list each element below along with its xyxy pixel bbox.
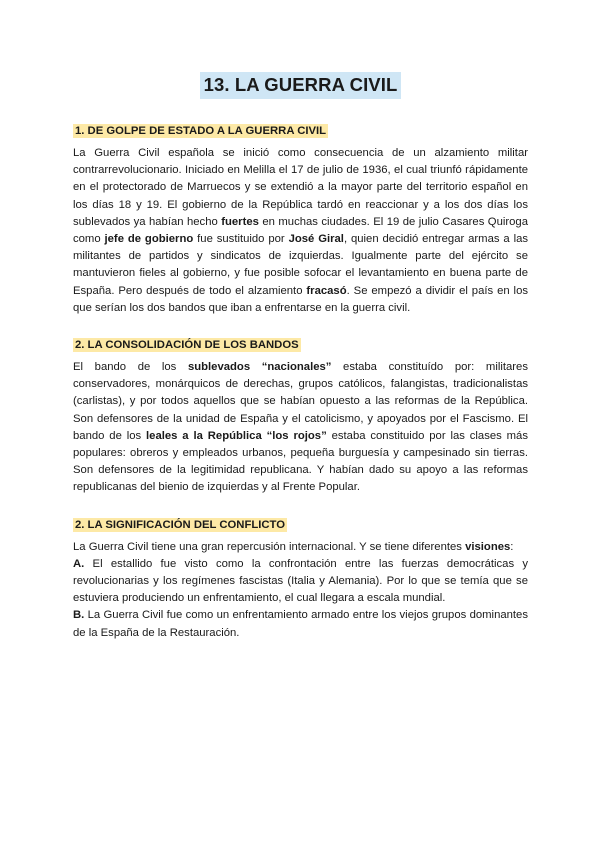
- text-run: fue sustituido por: [193, 233, 289, 246]
- bold-run: jefe de gobierno: [104, 233, 194, 246]
- bold-run: A.: [73, 557, 85, 570]
- section-3: [73, 515, 528, 642]
- section-2-paragraph: [73, 359, 528, 497]
- section-3-point-b: [73, 607, 528, 641]
- text-run: estaba constituído por: militares conservadores, monárquicos de derechas, grupos católicos, falangistas, tradicionalistas (carlistas), y por todos aquellos que se habían opuesto a las reformas de la República. Son defensores de la unidad de España y el catolicismo, y apoyados por el Fascismo. El bando de los: [73, 361, 528, 442]
- section-heading: 1. DE GOLPE DE ESTADO A LA GUERRA CIVIL: [75, 125, 327, 137]
- section-3-intro: [73, 539, 528, 556]
- text-run: La Guerra Civil fue como un enfrentamiento armado entre los viejos grupos dominantes de la España de la Restauración.: [73, 609, 528, 639]
- bold-run: fuertes: [221, 215, 259, 228]
- text-run: en muchas ciudades. El 19 de julio Casares Quiroga como: [73, 215, 528, 246]
- bold-run: fracasó: [306, 284, 347, 297]
- text-run: :: [510, 540, 514, 553]
- text-run: . Se empezó a dividir el país en los que serían los dos bandos que iban a enfrentarse en la guerra civil.: [73, 284, 528, 314]
- bold-run: visiones: [465, 540, 511, 553]
- section-1: [73, 121, 528, 317]
- text-run: , quien decidió entregar armas a las militantes de partidos y sindicatos de izquierdas. Igualmente parte del ejército se mantuvieron fieles al gobierno, y fue posible sofocar el levantamiento en buena parte de España. Pero después de todo el alzamiento: [73, 233, 529, 297]
- section-2: [73, 335, 528, 497]
- section-heading: 2. LA CONSOLIDACIÓN DE LOS BANDOS: [75, 339, 299, 352]
- page-title: 13. LA GUERRA CIVIL: [200, 72, 402, 99]
- text-run: estaba constituido por las clases más populares: obreros y empleados urbanos, pequeña burguesía y campesinado sin tierras. Son defensores de la legitimidad republicana. Y habían dado su apoyo a las reformas republicanas del bienio de izquierdas y al Frente Popular.: [73, 429, 528, 494]
- bold-run: sublevados “nacionales”: [187, 361, 332, 374]
- section-1-paragraph: [73, 145, 528, 317]
- bold-run: leales a la República “los rojos”: [146, 429, 327, 442]
- text-run: El bando de los: [73, 361, 188, 374]
- bold-run: José Giral: [288, 233, 344, 246]
- text-run: La Guerra Civil tiene una gran repercusión internacional. Y se tiene diferentes: [73, 540, 466, 553]
- title-wrap: [73, 72, 528, 99]
- bold-run: B.: [73, 609, 85, 622]
- section-3-point-a: [73, 556, 528, 608]
- section-heading: 2. LA SIGNIFICACIÓN DEL CONFLICTO: [75, 518, 286, 531]
- text-run: La Guerra Civil española se inició como consecuencia de un alzamiento militar contrarrevolucionario. Iniciado en Melilla el 17 de julio de 1936, el cual triunfó rápidamente en el protectorado de Marruecos y se extendió a la mayor parte del territorio español en los días 18 y 19. El gobierno de la República tardó en reaccionar y a los dos días los sublevados ya habían hecho: [73, 147, 528, 228]
- text-run: El estallido fue visto como la confrontación entre las fuerzas democráticas y revolucionarias y los regímenes fascistas (Italia y Alemania). Por lo que se temía que se estuviera produciendo un enfrentamiento, el cual llegara a escala mundial.: [73, 557, 528, 605]
